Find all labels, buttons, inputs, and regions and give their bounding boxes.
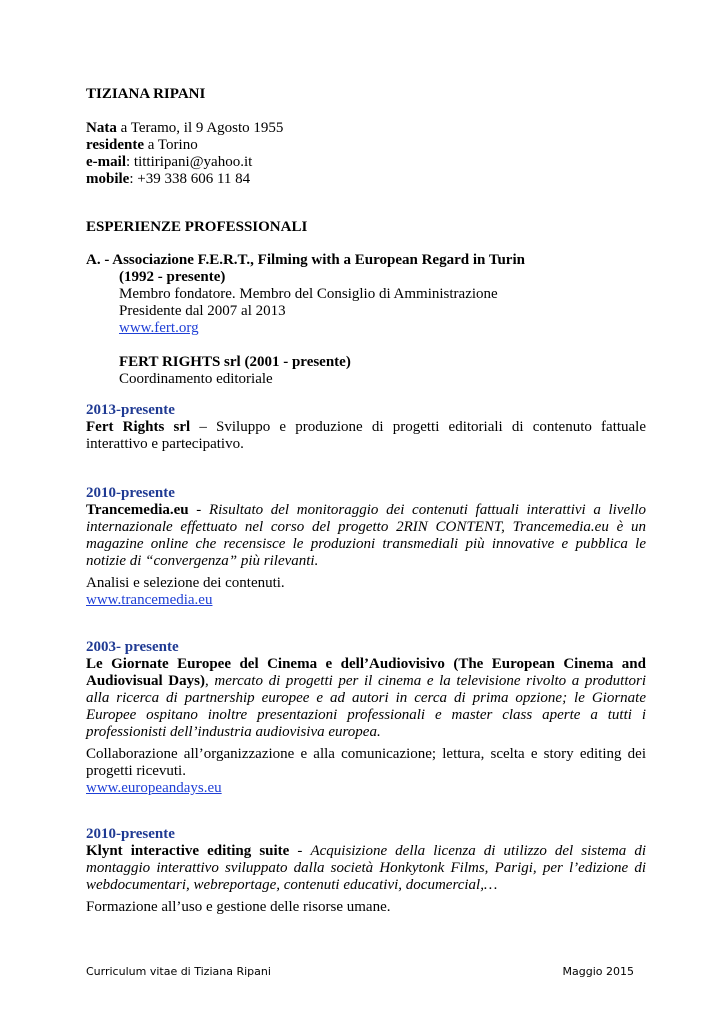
entry-title: Klynt interactive editing suite xyxy=(86,843,290,859)
residence-value: a Torino xyxy=(144,137,198,153)
email-value: : tittiripani@yahoo.it xyxy=(125,154,253,170)
entry-year: 2010-presente xyxy=(86,826,175,842)
entry-separator: – xyxy=(190,419,217,435)
mobile-line xyxy=(86,171,646,188)
section-title: ESPERIENZE PROFESSIONALI xyxy=(86,219,308,235)
fert-rights-heading: FERT RIGHTS srl (2001 - presente) xyxy=(119,354,351,370)
entry-description: Sviluppo e produzione di progetti editoriali di contenuto fattuale interattivo e partecipativo. xyxy=(86,419,647,452)
fert-heading: A. - Associazione F.E.R.T., Filming with a European Regard in Turin xyxy=(86,252,525,268)
entry-description: mercato di progetti per il cinema e la televisione rivolto a produttori alla ricerca di partnership europee e ad autori in cerca di prima opzione; le Giornate Europee ospitano inoltre presentazioni professionali e master class aperte a tutti i professionisti dell’industria audiovisiva europea. xyxy=(86,673,647,740)
entry-separator: , xyxy=(204,673,215,689)
entry-trancemedia xyxy=(86,485,646,609)
entry-year: 2010-presente xyxy=(86,485,175,501)
fert-link[interactable]: www.fert.org xyxy=(119,320,199,336)
fert-line1: Membro fondatore. Membro del Consiglio di Amministrazione xyxy=(119,286,498,302)
cv-name: TIZIANA RIPANI xyxy=(86,86,206,102)
entry-activity: Formazione all’uso e gestione delle risorse umane. xyxy=(86,899,391,915)
fert-block xyxy=(119,269,646,388)
entry-title: Fert Rights srl xyxy=(86,419,191,435)
email-line xyxy=(86,154,646,171)
fert-line2: Presidente dal 2007 al 2013 xyxy=(119,303,286,319)
entry-title: Trancemedia.eu xyxy=(86,502,189,518)
entry-activity: Collaborazione all’organizzazione e alla comunicazione; lettura, scelta e story editing dei progetti ricevuti. xyxy=(86,746,646,779)
entry-year: 2013-presente xyxy=(86,402,175,418)
residence-label: residente xyxy=(86,137,145,153)
entry-year: 2003- presente xyxy=(86,639,179,655)
entry-klynt xyxy=(86,826,646,916)
mobile-label: mobile xyxy=(86,171,130,187)
entry-separator: - xyxy=(188,502,209,518)
entry-fert-rights xyxy=(86,402,646,453)
entry-description: Risultato del monitoraggio dei contenuti fattuali interattivi a livello internazionale effettuato nel corso del progetto 2RIN CONTENT, Trancemedia.eu è un magazine online che recensisce le produzioni transmediali più innovative e pubblica le notizie di “convergenza” più rilevanti. xyxy=(86,502,646,569)
email-label: e-mail xyxy=(86,154,126,170)
page-footer xyxy=(86,965,634,978)
mobile-value: : +39 338 606 11 84 xyxy=(129,171,251,187)
fert-rights-role: Coordinamento editoriale xyxy=(119,371,273,387)
footer-right: Maggio 2015 xyxy=(562,965,634,978)
entry-european-days xyxy=(86,639,646,797)
residence-line xyxy=(86,137,646,154)
entry-separator: - xyxy=(289,843,311,859)
entry-activity: Analisi e selezione dei contenuti. xyxy=(86,575,285,591)
birth-label: Nata xyxy=(86,120,117,136)
birth-line xyxy=(86,120,646,137)
birth-value: a Teramo, il 9 Agosto 1955 xyxy=(116,120,284,136)
trancemedia-link[interactable]: www.trancemedia.eu xyxy=(86,592,213,608)
footer-left: Curriculum vitae di Tiziana Ripani xyxy=(86,965,271,978)
fert-period: (1992 - presente) xyxy=(119,269,226,285)
entry-description: Acquisizione della licenza di utilizzo del sistema di montaggio interattivo sviluppato dalla società Honkytonk Films, Parigi, per l’edizione di webdocumentari, webreportage, contenuti educativi, documercial,… xyxy=(86,843,647,893)
entry-title: Le Giornate Europee del Cinema e dell’Audiovisivo (The European Cinema and Audiovisual Days) xyxy=(86,656,646,689)
personal-info xyxy=(86,120,646,188)
europeandays-link[interactable]: www.europeandays.eu xyxy=(86,780,222,796)
